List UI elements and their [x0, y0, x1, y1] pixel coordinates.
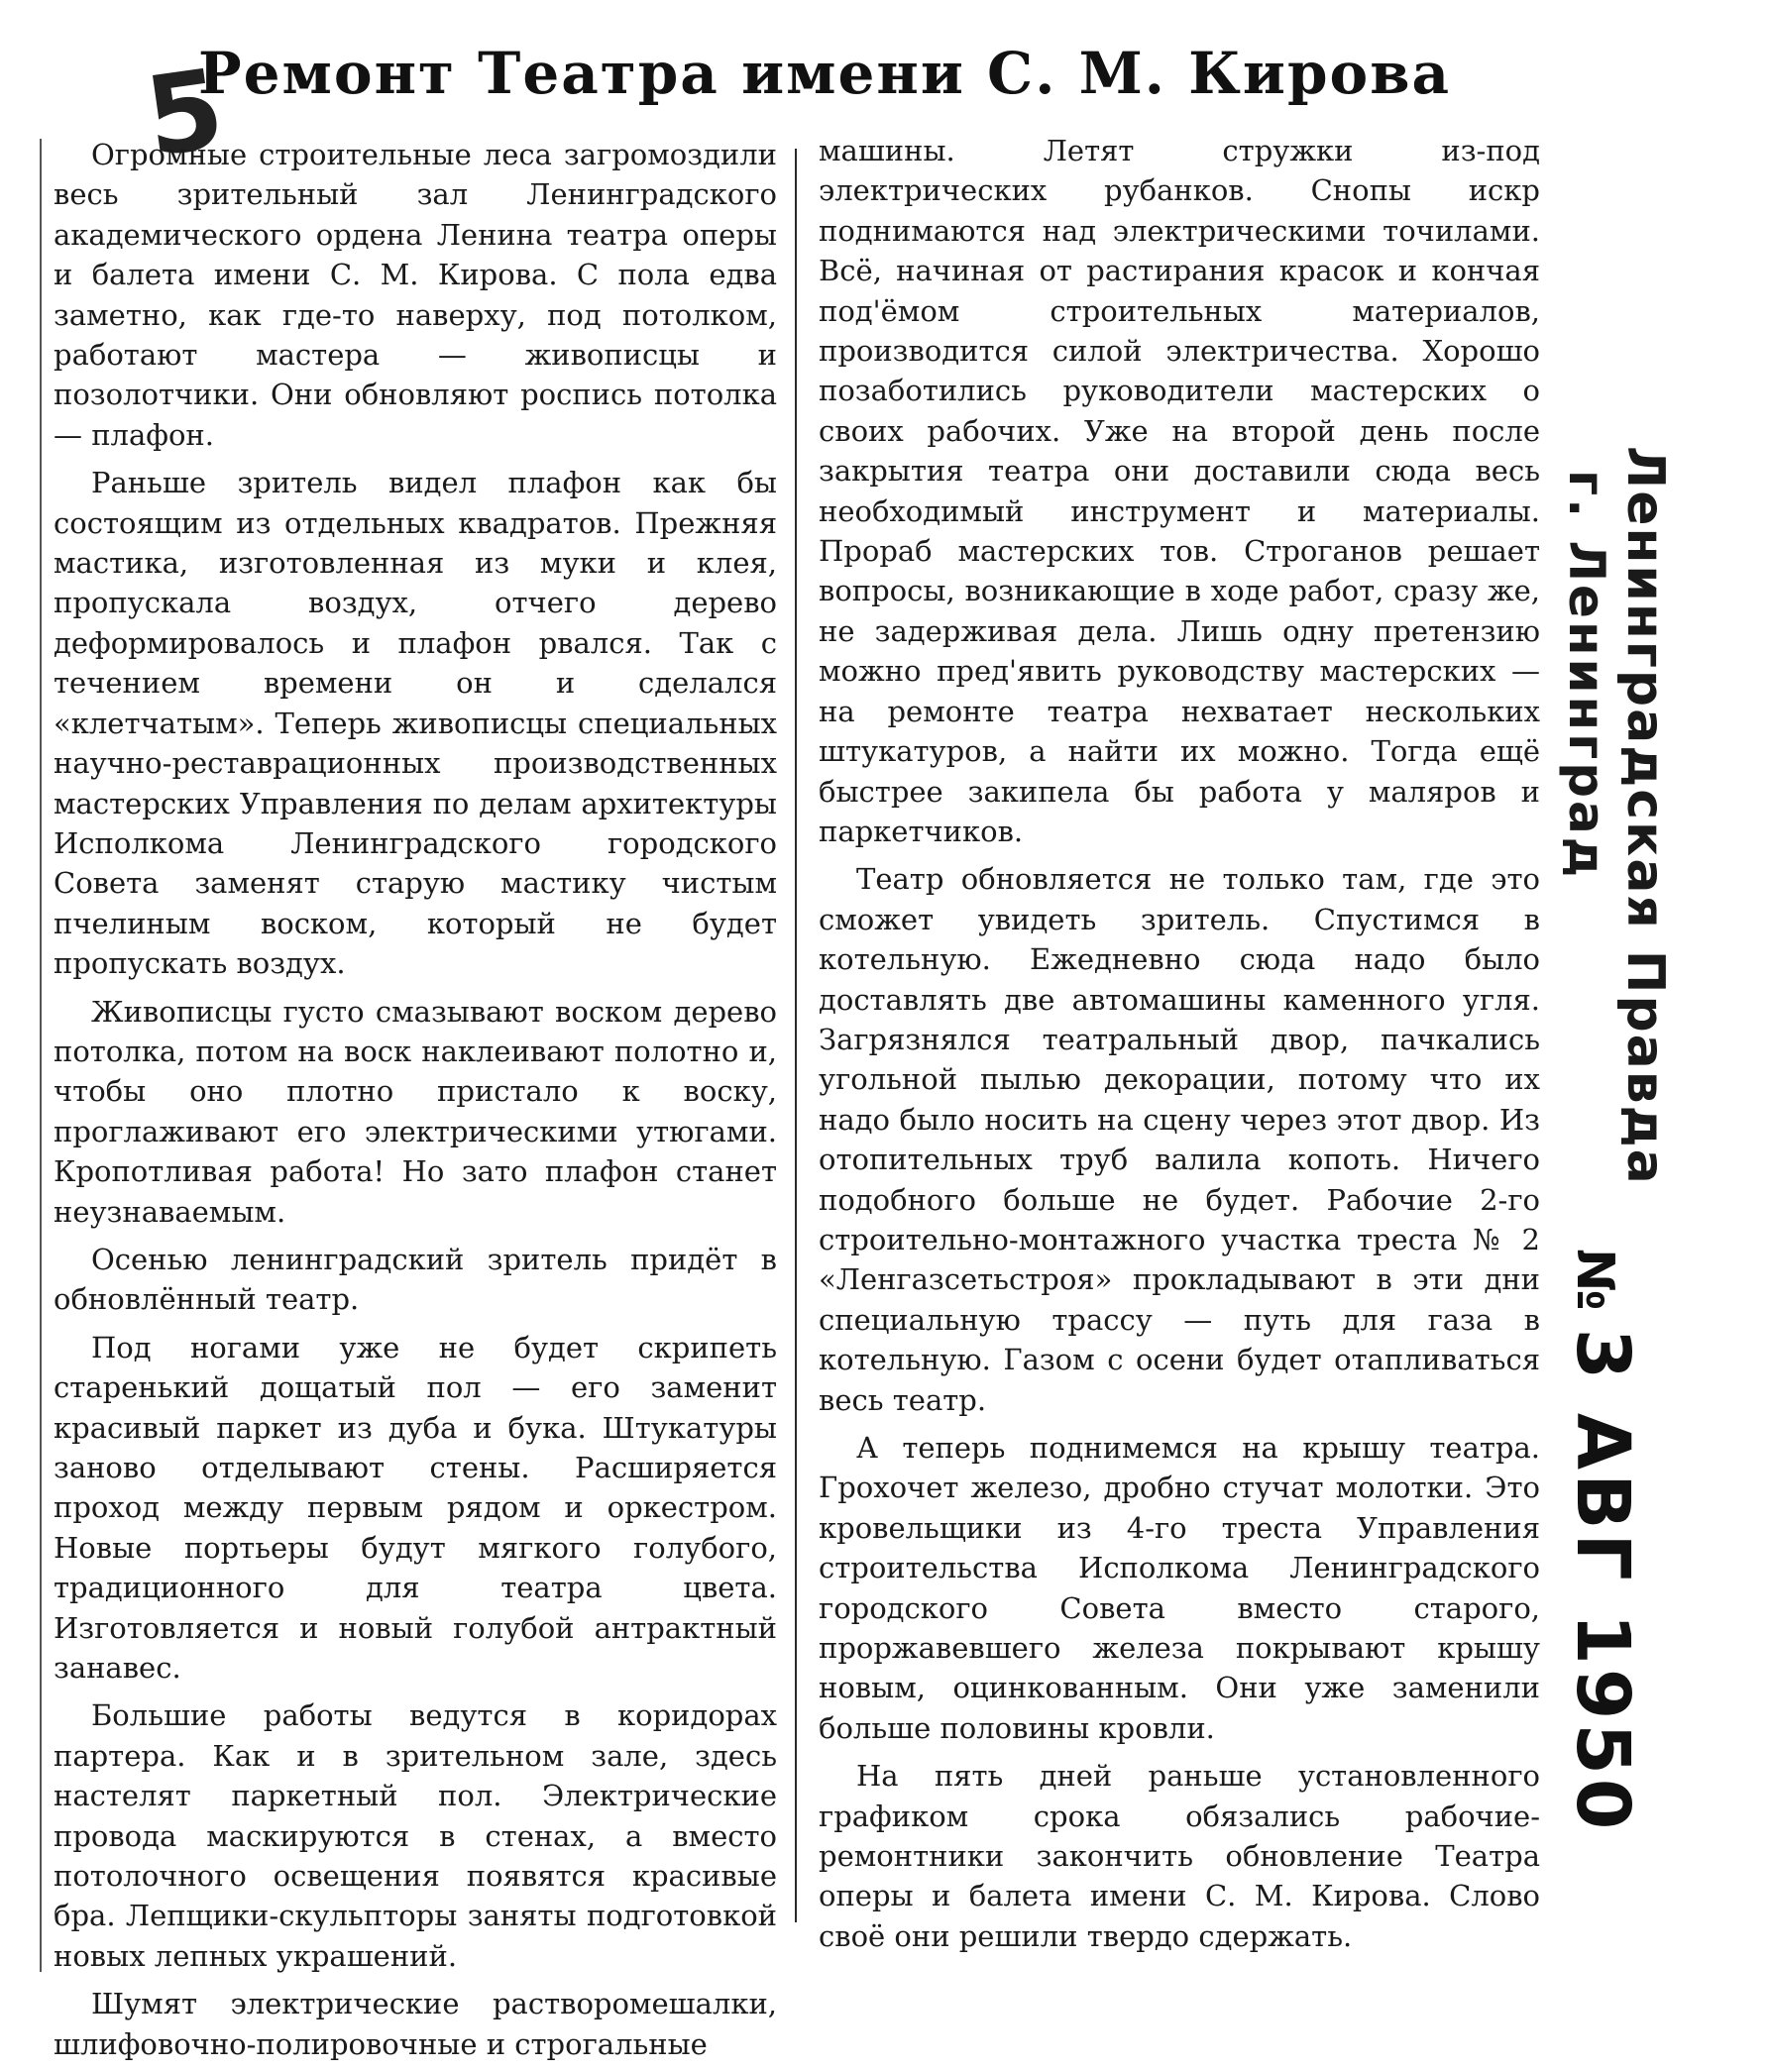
stamp-newspaper-name: Ленинградская Правда — [1615, 446, 1675, 1186]
handwritten-page-number: 5 — [138, 45, 232, 181]
paragraph: Театр обновляется не только там, где это сможет увидеть зритель. Спустимся в котельную. Ежедневно сюда надо было доставлять две автомашины каменного угля. Загрязнялся театральный двор, пачкались угольной пылью декорации, потому что их надо было носить на сцену через этот двор. Из отопительных труб валила копоть. Ничего подобного больше не будет. Рабочие 2-го строительно-монтажного участка треста № 2 «Ленгазсетьстроя» прокладывают в эти дни специальную трассу — путь для газа в котельную. Газом с осени будет отапливаться весь театр. — [819, 862, 1540, 1417]
stamp-city: г. Ленинград — [1558, 470, 1615, 881]
paragraph: машины. Летят стружки из-под электрических рубанков. Снопы искр поднимаются над электрическими точилами. Всё, начиная от растирания красок и кончая под'ёмом строительных материалов, производится силой электричества. Хорошо позаботились руководители мастерских о своих рабочих. Уже на второй день после закрытия театра они доставили сюда весь необходимый инструмент и материалы. Прораб мастерских тов. Строганов решает вопросы, возникающие в ходе работ, сразу же, не задерживая дела. Лишь одну претензию можно пред'явить руководству мастерских — на ремонте театра нехватает нескольких штукатуров, а найти их можно. Тогда ещё быстрее закипела бы работа у маляров и паркетчиков. — [819, 134, 1540, 848]
paragraph: Под ногами уже не будет скрипеть старенький дощатый пол — его заменит красивый паркет из дуба и бука. Штукатуры заново отделывают стены. Расширяется проход между первым рядом и оркестром. Новые портьеры будут мягкого голубого, традиционного для театра цвета. Изготовляется и новый голубой антрактный занавес. — [54, 1330, 777, 1686]
paragraph: Большие работы ведутся в коридорах партера. Как и в зрительном зале, здесь настелят паркетный пол. Электрические провода маскируются в стенах, а вместо потолочного освещения появятся красивые бра. Лепщики-скульпторы заняты подготовкой новых лепных украшений. — [54, 1698, 777, 1973]
newspaper-stamp — [1558, 446, 1675, 1186]
column-divider — [795, 149, 797, 1922]
article-column-right — [819, 131, 1540, 1964]
article-title: Ремонт Театра имени С. М. Кирова — [198, 40, 1452, 107]
article-column-left — [54, 135, 777, 2072]
paragraph: Раньше зритель видел плафон как бы состоящим из отдельных квадратов. Прежняя мастика, изготовленная из муки и клея, пропускала воздух, отчего дерево деформировалось и плафон рвался. Так с течением времени он и сделался «клетчатым». Теперь живописцы специальных научно-реставрационных производственных мастерских Управления по делам архитектуры Исполкома Ленинградского городского Совета заменят старую мастику чистым пчелиным воском, который не будет пропускать воздух. — [54, 466, 777, 981]
paragraph: Осенью ленинградский зритель придёт в обновлённый театр. — [54, 1242, 777, 1317]
paragraph: На пять дней раньше установленного графиком срока обязались рабочие-ремонтники закончить обновление Театра оперы и балета имени С. М. Кирова. Слово своё они решили твердо сдержать. — [819, 1759, 1540, 1953]
clipping-edge-line — [40, 139, 42, 1972]
paragraph: Шумят электрические растворомешалки, шлифовочно-полировочные и строгальные — [54, 1987, 777, 2061]
date-stamp-mark: № — [1565, 1249, 1624, 1315]
date-stamp — [1560, 1249, 1645, 1833]
paragraph: Огромные строительные леса загромоздили весь зрительный зал Ленинградского академического ордена Ленина театра оперы и балета имени С. М. Кирова. С пола едва заметно, как где-то наверху, под потолком, работают мастера — живописцы и позолотчики. Они обновляют роспись потолка — плафон. — [54, 138, 777, 452]
date-stamp-value: 3 АВГ 1950 — [1560, 1328, 1645, 1834]
paragraph: Живописцы густо смазывают воском дерево потолка, потом на воск наклеивают полотно и, чтобы оно плотно пристало к воску, проглаживают его электрическими утюгами. Кропотливая работа! Но зато плафон станет неузнаваемым. — [54, 994, 777, 1229]
paragraph: А теперь поднимемся на крышу театра. Грохочет железо, дробно стучат молотки. Это кровельщики из 4-го треста Управления строительства Исполкома Ленинградского городского Совета вместо старого, проржавевшего железа покрывают крышу новым, оцинкованным. Они уже заменили больше половины кровли. — [819, 1431, 1540, 1745]
